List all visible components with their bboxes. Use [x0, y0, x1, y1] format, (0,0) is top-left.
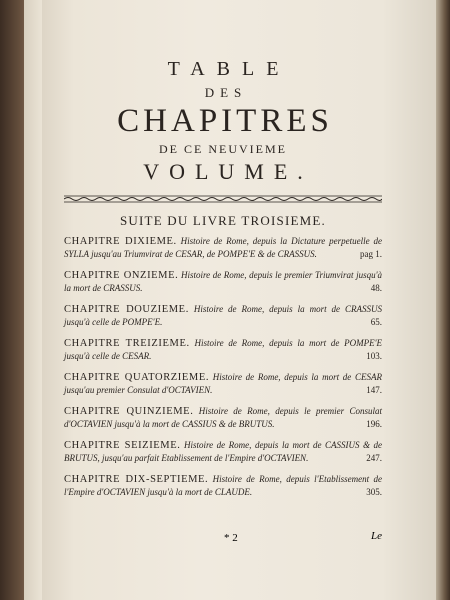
chapter-description: Histoire de Rome, depuis le premier Triumvirat jusqu'à la mort de CRASSUS.	[64, 270, 383, 293]
book-subtitle: SUITE DU LIVRE TROISIEME.	[120, 213, 326, 228]
toc-entry	[64, 405, 382, 430]
chapter-description: Histoire de Rome, depuis la mort de CRASSUS jusqu'à celle de POMPE'E.	[64, 304, 382, 327]
chapter-title: CHAPITRE SEIZIEME.	[64, 440, 181, 451]
chapter-description: Histoire de Rome, depuis la mort de CESAR jusqu'au premier Consulat d'OCTAVIEN.	[64, 372, 382, 395]
toc-entry	[64, 439, 382, 464]
chapter-description: Histoire de Rome, depuis la mort de POMPE'E jusqu'à celle de CESAR.	[64, 338, 383, 361]
chapter-title: CHAPITRE DOUZIEME.	[64, 304, 189, 315]
chapter-title: CHAPITRE TREIZIEME.	[64, 338, 190, 349]
page-number: 65.	[370, 317, 382, 327]
page-number: 48.	[370, 283, 382, 293]
catchword: Le	[371, 530, 382, 542]
chapter-title: CHAPITRE QUATORZIEME.	[64, 372, 210, 383]
chapter-title: CHAPITRE DIXIEME.	[64, 236, 177, 247]
page-number: 147.	[366, 385, 382, 395]
chapter-title: CHAPITRE DIX-SEPTIEME.	[64, 474, 209, 485]
page-number: 247.	[366, 453, 382, 463]
toc-entry	[64, 473, 382, 498]
toc-entry	[64, 303, 382, 328]
ornamental-rule	[64, 195, 382, 203]
toc-entry	[64, 371, 382, 396]
title-line-chapitres: CHAPITRES	[117, 103, 333, 139]
page-number: 196.	[366, 419, 382, 429]
book-right-edge	[436, 0, 450, 600]
page-footer	[64, 524, 382, 544]
chapter-title: CHAPITRE QUINZIEME.	[64, 406, 194, 417]
chapter-description: Histoire de Rome, depuis la mort de CASSIUS & de BRUTUS, jusqu'au parfait Etablissement de l'Empire d'OCTAVIEN.	[64, 440, 383, 463]
page-number: 103.	[366, 351, 382, 361]
title-line-des: DES	[204, 85, 248, 100]
chapter-description: Histoire de Rome, depuis l'Etablissement de l'Empire d'OCTAVIEN jusqu'à la mort de CLAUDE.	[64, 474, 382, 497]
title-line-volume: VOLUME.	[143, 159, 313, 184]
chapter-description: Histoire de Rome, depuis le premier Consulat d'OCTAVIEN jusqu'à la mort de CASSIUS & de BRUTUS.	[64, 406, 382, 429]
chapter-description: Histoire de Rome, depuis la Dictature perpetuelle de SYLLA jusqu'au Triumvirat de CESAR, de POMPE'E & de CRASSUS.	[64, 236, 383, 259]
signature-mark: * 2	[224, 532, 238, 544]
toc-entry	[64, 337, 382, 362]
title-line-table: TABLE	[167, 58, 291, 80]
chapter-title: CHAPITRE ONZIEME.	[64, 270, 179, 281]
toc-entry	[64, 269, 382, 294]
title-line-neuvieme: DE CE NEUVIEME	[159, 142, 287, 156]
page-number: pag 1.	[360, 249, 382, 259]
table-of-contents	[64, 58, 382, 507]
page-number: 305.	[366, 487, 382, 497]
toc-entry	[64, 235, 382, 260]
